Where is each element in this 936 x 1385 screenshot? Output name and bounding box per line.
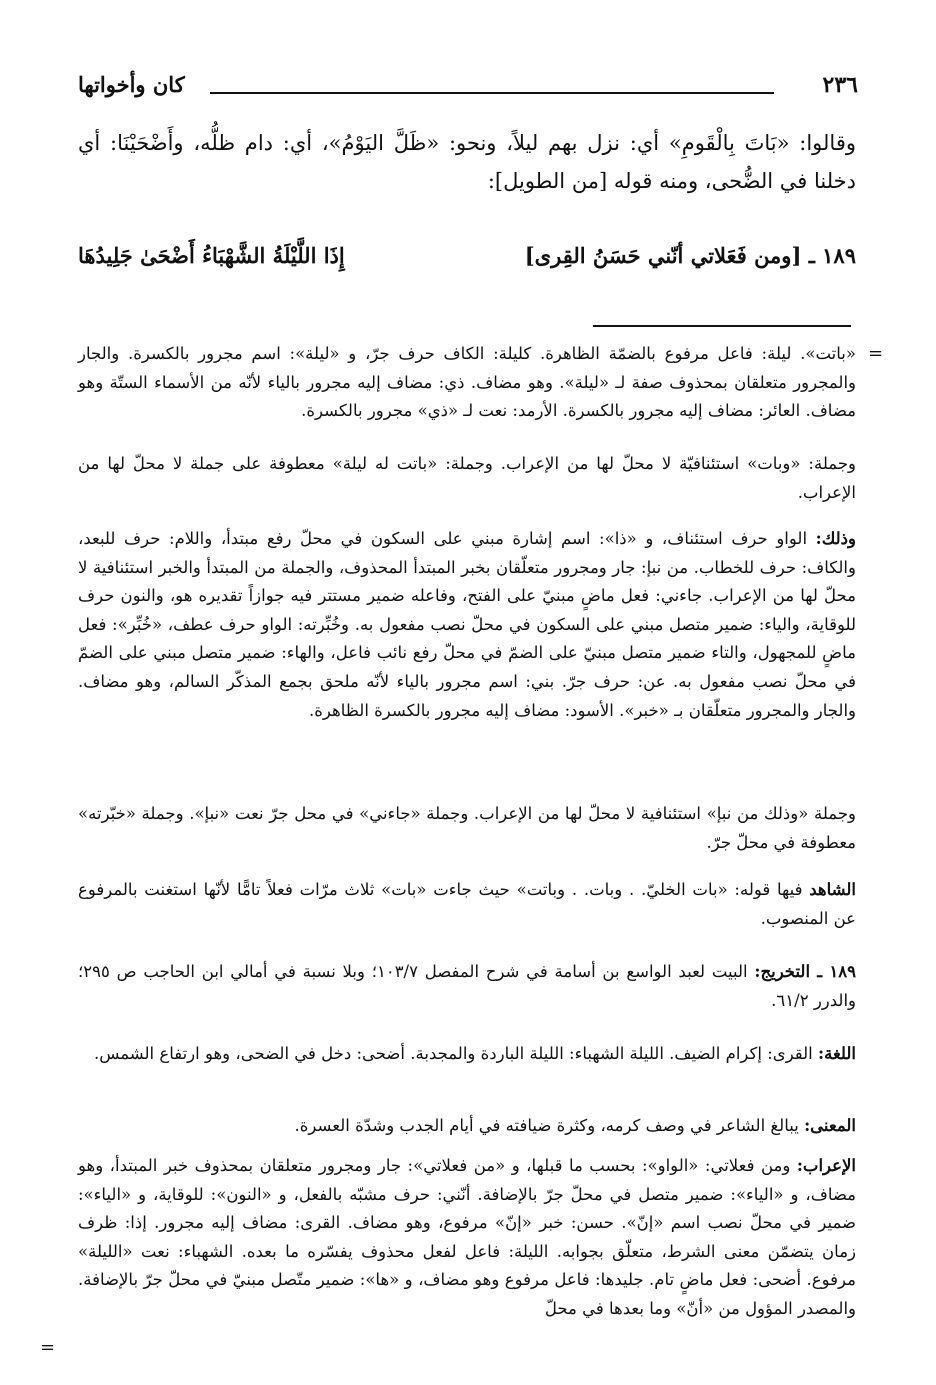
page-number: ٢٣٦ bbox=[822, 72, 858, 98]
footnote-paragraph-4: وجملة «وذلك من نبإ» استئنافية لا محلّ لها من الإعراب. وجملة «جاءني» في محل جرّ نعت «نبإ». وجملة «خبّرته» معطوفة في محلّ جرّ. bbox=[78, 804, 856, 852]
footnote-text-6: البيت لعبد الواسع بن أسامة في شرح المفصل ١٠٣/٧؛ وبلا نسبة في أمالي ابن الحاجب ص ٢٩٥؛ والدرر ٦١/٢. bbox=[78, 962, 856, 1010]
footnote-text-8: يبالغ الشاعر في وصف كرمه، وكثرة ضيافته في أيام الجدب وشدّة العسرة. bbox=[294, 1116, 799, 1135]
footnote-label-7: اللغة: bbox=[818, 1044, 856, 1063]
footnote-paragraph-8 bbox=[78, 1112, 856, 1141]
footnote-label-8: المعنى: bbox=[804, 1116, 856, 1135]
footnote-paragraph-7 bbox=[78, 1040, 856, 1069]
footnote-label-9: الإعراب: bbox=[796, 1156, 856, 1175]
footnote-paragraph-5 bbox=[78, 876, 856, 933]
footnote-text-9: ومن فعلاتي: «الواو»: بحسب ما قبلها، و «من فعلاتي»: جار ومجرور متعلقان بمحذوف خبر المبتدأ، وهو مضاف، و «الياء»: ضمير متصل في محلّ جرّ بالإضافة. أنّني: حرف مشبّه بالفعل، و «النون»: للوقاية، و «الياء»: ضمير في محلّ نصب اسم «إنّ». حسن: خبر «إنّ» مرفوع، وهو مضاف. القرى: مضاف إليه مجرور. إذا: ظرف زمان يتضمّن معنى الشرط، متعلّق بجوابه. الليلة: فاعل لفعل محذوف يفسّره ما بعده. الشهباء: نعت «الليلة» مرفوع. أضحى: فعل ماضٍ تام. جليدها: فاعل مرفوع وهو مضاف، و «ها»: ضمير متّصل مبنيّ في محلّ جرّ بالإضافة. والمصدر المؤول من «أنّ» وما بعدها في محلّ bbox=[78, 1156, 856, 1318]
footnote-separator bbox=[593, 325, 851, 327]
footnote-text-3: الواو حرف استئناف، و «ذا»: اسم إشارة مبني على السكون في محلّ رفع مبتدأ، واللام: حرف للبعد، والكاف: حرف للخطاب. من نبإ: جار ومجرور متعلّقان بخبر المبتدأ المحذوف، والجملة من المبتدأ والخبر استئنافية لا محلّ لها من الإعراب. جاءني: فعل ماضٍ مبنيّ على الفتح، وفاعله ضمير مستتر فيه جوازاً تقديره هو، والنون حرف للوقاية، والياء: ضمير متصل مبني على السكون في محلّ نصب مفعول به. وخُبِّرته: الواو حرف عطف، «خُبِّر»: فعل ماضٍ للمجهول، والتاء ضمير متصل مبنيّ على الضمّ في محلّ رفع نائب فاعل، والهاء: ضمير متصل مبني على الضمّ في محلّ نصب مفعول به. عن: حرف جرّ. بني: اسم مجرور بالياء لأنّه ملحق بجمع المذكّر السالم، وهو مضاف. والجار والمجرور متعلّقان بـ «خبر». الأسود: مضاف إليه مجرور بالكسرة الظاهرة. bbox=[78, 529, 856, 720]
footnote-text-5: فيها قوله: «بات الخليّ. . وبات. . وباتت» حيث جاءت «بات» ثلاث مرّات فعلاً تامًّا لأنّها استغنت بالمرفوع عن المنصوب. bbox=[78, 880, 856, 928]
main-paragraph: وقالوا: «بَاتَ بِالْقَومِ» أي: نزل بهم ليلاً، ونحو: «ظَلَّ اليَوْمُ»، أي: دام ظلُّه، وأَضْحَيْنَا: أي دخلنا في الضُّحى، ومنه قوله [من الطويل]: bbox=[78, 131, 856, 193]
page-header bbox=[78, 70, 858, 104]
footnote-label-3: وذلك: bbox=[815, 529, 856, 548]
chapter-title: كان وأخواتها bbox=[78, 72, 185, 97]
continuation-mark-bottom: = bbox=[40, 1337, 56, 1358]
footnote-paragraph-1: «باتت». ليلة: فاعل مرفوع بالضمّة الظاهرة. كليلة: الكاف حرف جرّ، و «ليلة»: اسم مجرور بالكسرة. والجار والمجرور متعلقان بمحذوف صفة لـ «ليلة». وهو مضاف. ذي: مضاف إليه مجرور بالياء لأنّه من الأسماء الستّة وهو مضاف. العائر: مضاف إليه مجرور بالكسرة. الأرمد: نعت لـ «ذي» مجرور بالكسرة. bbox=[78, 344, 856, 421]
verse-first-hemistich bbox=[525, 236, 856, 276]
footnote-paragraph-3 bbox=[78, 525, 856, 725]
continuation-mark-top: = bbox=[868, 343, 884, 364]
footnote-label-6: ١٨٩ ـ التخريج: bbox=[754, 962, 856, 981]
footnote-label-5: الشاهد bbox=[809, 880, 856, 899]
footnote-text-7: القرى: إكرام الضيف. الليلة الشهباء: الليلة الباردة والمجدبة. أضحى: دخل في الضحى، وهو ارتفاع الشمس. bbox=[93, 1044, 813, 1063]
footnote-paragraph-2: وجملة: «وبات» استئنافيّة لا محلّ لها من الإعراب. وجملة: «باتت له ليلة» معطوفة على جملة لا محلّ لها من الإعراب. bbox=[78, 454, 856, 502]
poetry-verse bbox=[78, 236, 856, 280]
hemistich-1-text: [ومن فَعَلاتي أنّني حَسَنُ القِرى] bbox=[524, 243, 802, 268]
footnote-paragraph-6 bbox=[78, 958, 856, 1015]
verse-second-hemistich: إِذَا اللَّيْلَةُ الشَّهْبَاءُ أَضْحَىٰ جَلِيدُهَا bbox=[78, 243, 345, 268]
footnote-paragraph-9 bbox=[78, 1152, 856, 1324]
verse-number: ١٨٩ ـ bbox=[808, 243, 856, 268]
header-rule bbox=[210, 92, 774, 94]
